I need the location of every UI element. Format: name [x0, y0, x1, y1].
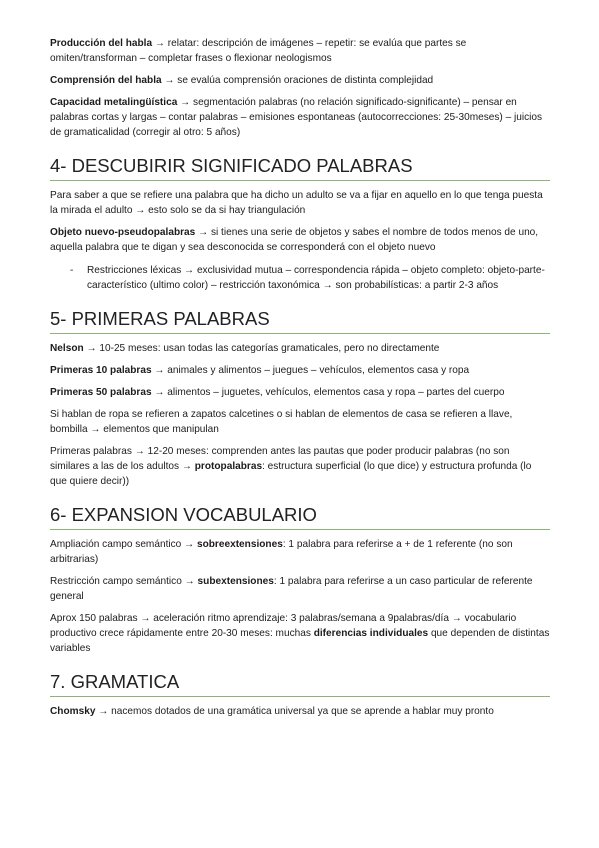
text-sobreextensiones-b: : 1 palabra para referirse a + de 1 referente (no son arbitrarias) — [50, 539, 513, 565]
text-chomsky: → nacemos dotados de una gramática universal ya que se aprende a hablar muy pronto — [95, 706, 494, 717]
paragraph-primeras-10 — [50, 363, 550, 378]
text-protopalabras-b: : estructura superficial (lo que dice) y estructura profunda (lo que quiere decir)) — [50, 461, 532, 487]
paragraph-aceleracion — [50, 611, 550, 656]
text-primeras-50: → alimentos – juguetes, vehículos, elementos casa y ropa – partes del cuerpo — [151, 387, 505, 398]
paragraph-produccion-habla — [50, 36, 550, 66]
text-aceleracion-a: Aprox 150 palabras → aceleración ritmo aprendizaje: 3 palabras/semana a 9palabras/día → vocabulario productivo crece rápidamente entre 20-30 meses: muchas — [50, 613, 517, 639]
paragraph-protopalabras — [50, 444, 550, 489]
term-primeras-10: Primeras 10 palabras — [50, 365, 152, 376]
text-sobreextensiones-a: Ampliación campo semántico → — [50, 539, 197, 550]
term-capacidad-metalinguistica: Capacidad metalingüística — [50, 97, 178, 108]
paragraph-triangulacion: Para saber a que se refiere una palabra que ha dicho un adulto se va a fijar en aquello en lo que tenga puesta la mirada el adulto → esto solo se da si hay triangulación — [50, 190, 543, 216]
term-produccion-habla: Producción del habla — [50, 38, 153, 49]
term-objeto-nuevo: Objeto nuevo-pseudopalabras — [50, 227, 196, 238]
paragraph-nelson — [50, 341, 550, 356]
paragraph-ropa: Si hablan de ropa se refieren a zapatos calcetines o si hablan de elementos de casa se refieren a llave, bombilla → elementos que manipulan — [50, 409, 513, 435]
text-subextensiones-b: : 1 palabra para referirse a un caso particular de referente general — [50, 576, 533, 602]
term-nelson: Nelson — [50, 343, 84, 354]
text-capacidad-metalinguistica: → segmentación palabras (no relación significado-significante) – pensar en palabras cortas y largas – contar palabras – emisiones espontaneas (autocorrecciones: 25-30meses) – juicios de gramaticalidad (corregir al otro: 5 años) — [50, 97, 543, 138]
paragraph-sobreextensiones — [50, 537, 550, 567]
text-objeto-nuevo: → si tienes una serie de objetos y sabes el nombre de todos menos de uno, aquella palabra que te digan y sea desconocida se corresponderá con el objeto nuevo — [50, 227, 539, 253]
heading-section-7: 7. GRAMATICA — [50, 671, 550, 697]
paragraph-chomsky — [50, 704, 550, 719]
heading-section-5: 5- PRIMERAS PALABRAS — [50, 308, 550, 334]
paragraph-primeras-50 — [50, 385, 550, 400]
text-comprension-habla: → se evalúa comprensión oraciones de distinta complejidad — [161, 75, 434, 86]
term-chomsky: Chomsky — [50, 706, 96, 717]
text-primeras-10: → animales y alimentos – juegues – vehículos, elementos casa y ropa — [151, 365, 470, 376]
paragraph-comprension-habla — [50, 73, 550, 88]
text-aceleracion-b: que dependen de distintas variables — [50, 628, 550, 654]
term-comprension-habla: Comprensión del habla — [50, 75, 162, 86]
term-diferencias-individuales: diferencias individuales — [313, 628, 429, 639]
term-primeras-50: Primeras 50 palabras — [50, 387, 152, 398]
text-restricciones: Restricciones léxicas → exclusividad mutua – correspondencia rápida – objeto completo: objeto-parte-característico (ultimo color) – restricción taxonómica → son probabilísticas: a partir 2-3 años — [87, 265, 545, 291]
term-sobreextensiones: sobreextensiones — [196, 539, 283, 550]
text-nelson: → 10-25 meses: usan todas las categorías gramaticales, pero no directamente — [83, 343, 440, 354]
heading-section-4: 4- DESCUBIRIR SIGNIFICADO PALABRAS — [50, 155, 550, 181]
text-produccion-habla: → relatar: descripción de imágenes – repetir: se evalúa que partes se omiten/transforman – completar frases o flexionar neologismos — [50, 38, 467, 64]
paragraph-subextensiones — [50, 574, 550, 604]
bullet-list-restricciones — [50, 263, 550, 293]
heading-section-6: 6- EXPANSION VOCABULARIO — [50, 504, 550, 530]
term-subextensiones: subextensiones — [197, 576, 274, 587]
paragraph-objeto-nuevo — [50, 225, 550, 255]
list-item-restricciones — [50, 263, 550, 293]
term-protopalabras: protopalabras — [194, 461, 263, 472]
paragraph-capacidad-metalinguistica — [50, 95, 550, 140]
bullet-dash: - — [70, 265, 74, 276]
page-content — [50, 36, 550, 719]
text-subextensiones-a: Restricción campo semántico → — [50, 576, 198, 587]
text-protopalabras-a: Primeras palabras → 12-20 meses: comprenden antes las pautas que poder producir palabras (no son similares a las de los adultos → — [50, 446, 510, 472]
